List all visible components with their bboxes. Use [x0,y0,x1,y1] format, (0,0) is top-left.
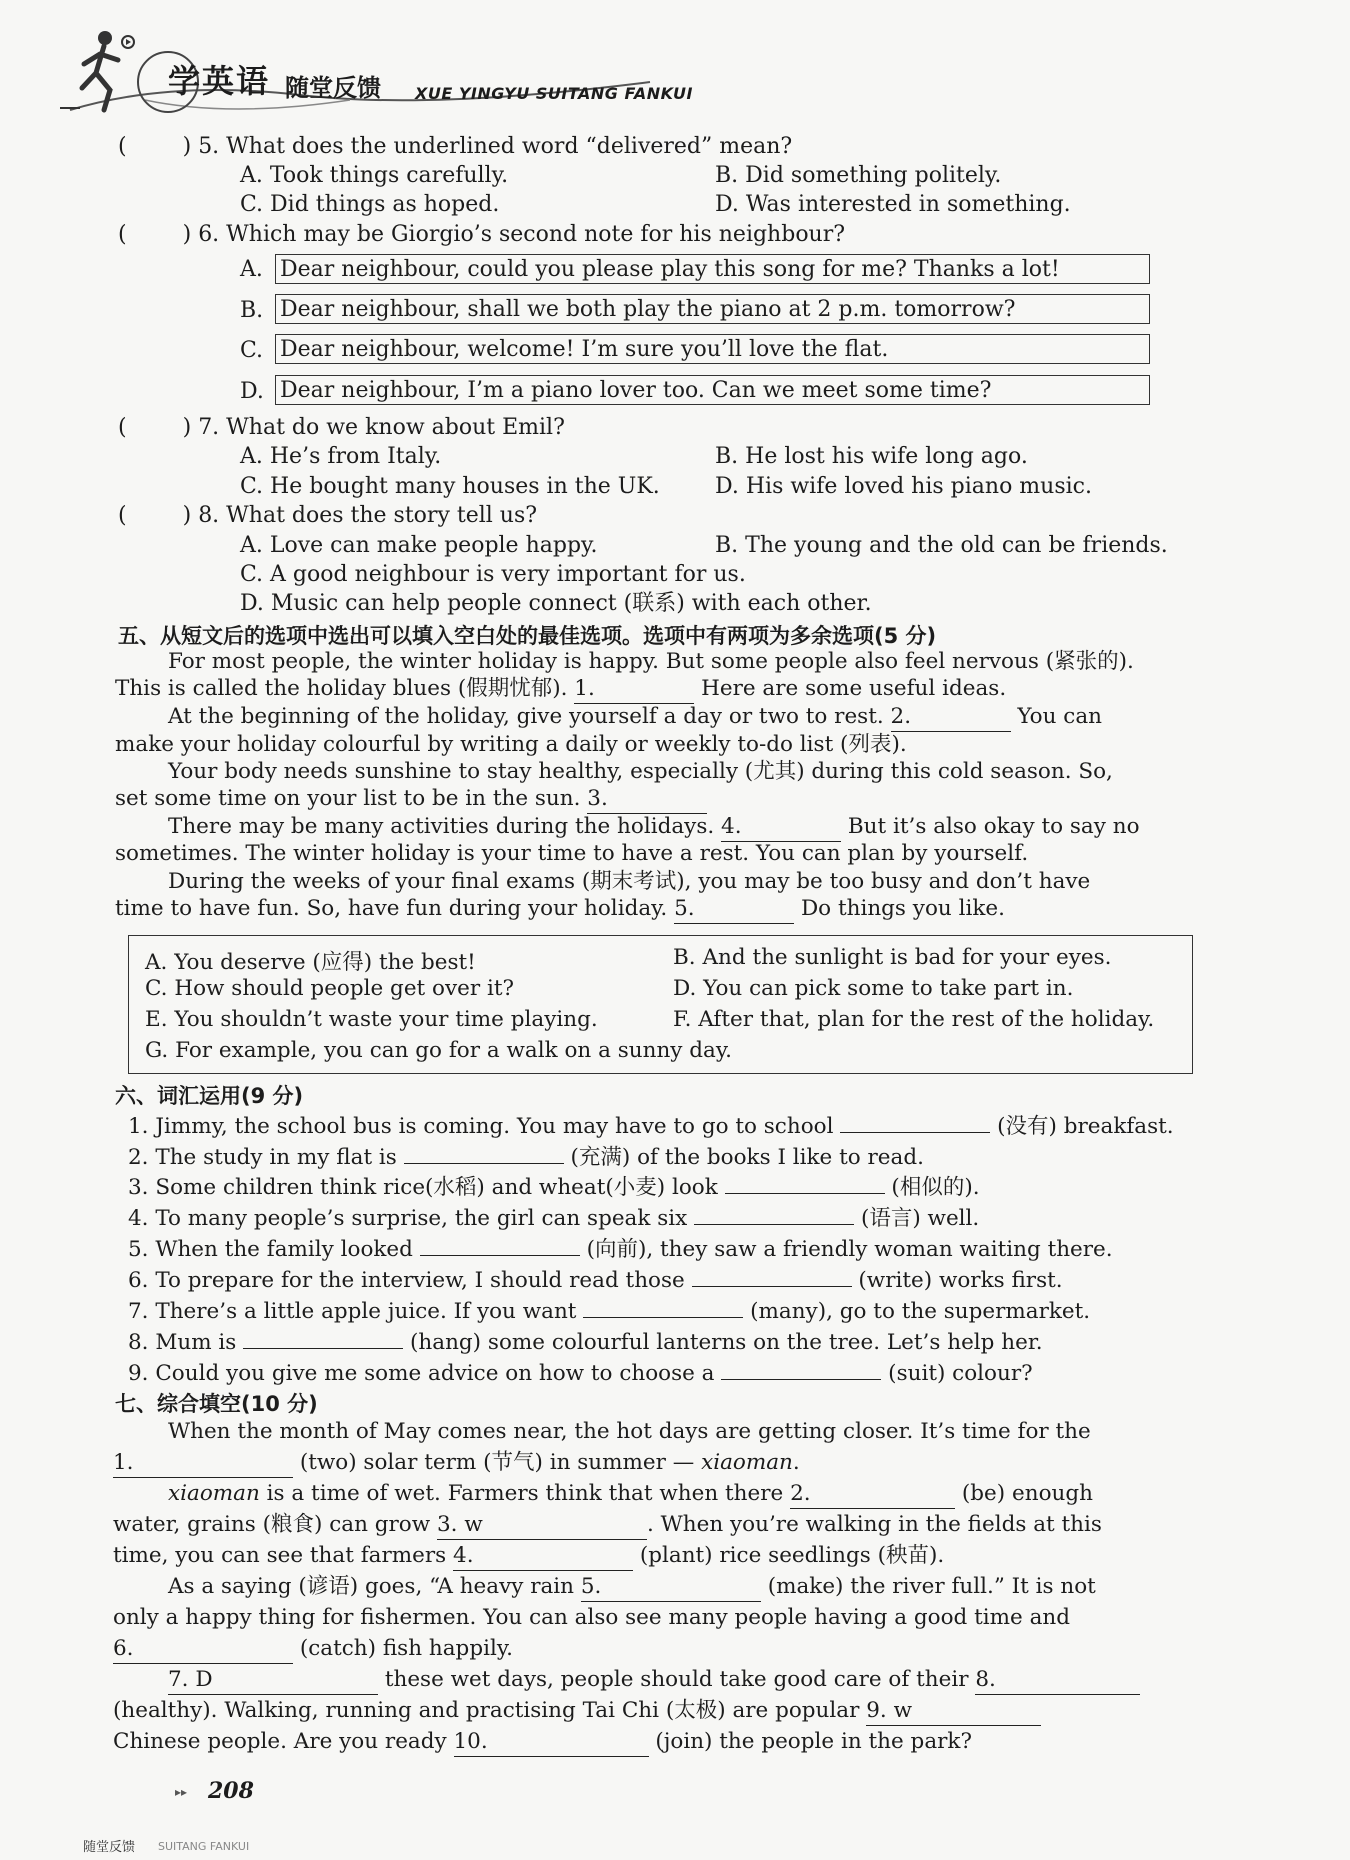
blank-vocab-5[interactable] [420,1233,580,1256]
vocab-6: 6. To prepare for the interview, I should read those (write) works first. [128,1264,1063,1295]
vocab-8: 8. Mum is (hang) some colourful lanterns on the tree. Let’s help her. [128,1326,1043,1357]
question-5-stem: 5. What does the underlined word “delivered” mean? [198,134,793,159]
p5-line-7: There may be many activities during the holidays. 4. But it’s also okay to say no [168,813,1140,842]
blank-vocab-3[interactable] [725,1171,885,1194]
p5-line-6: set some time on your list to be in the sun. 3. [115,785,707,814]
vocab-1: 1. Jimmy, the school bus is coming. You may have to go to school (没有) breakfast. [128,1110,1174,1141]
section-6-title: 六、词汇运用(9 分) [115,1084,304,1108]
page-number: 208 [208,1778,254,1804]
answer-paren[interactable]: ( ) [118,222,192,247]
page-header [50,20,1350,120]
header-title-zh-2: 随堂反馈 [285,74,381,102]
question-5 [118,134,792,160]
blank-7-6[interactable]: 6. [113,1635,293,1664]
p7-line-7: only a happy thing for fishermen. You can also see many people having a good time and [113,1605,1071,1630]
vocab-9: 9. Could you give me some advice on how to choose a (suit) colour? [128,1357,1033,1388]
p7-line-8: 6. (catch) fish happily. [113,1635,513,1664]
p5-line-1: For most people, the winter holiday is happy. But some people also feel nervous (紧张的). [168,649,1134,674]
vocab-7: 7. There’s a little apple juice. If you want (many), go to the supermarket. [128,1295,1090,1326]
p5-line-5: Your body needs sunshine to stay healthy, especially (尤其) during this cold season. So, [168,759,1113,784]
question-7 [118,415,565,441]
blank-vocab-6[interactable] [692,1264,852,1287]
vocab-5: 5. When the family looked (向前), they saw a friendly woman waiting there. [128,1233,1113,1264]
q7-option-a: A. He’s from Italy. [240,444,442,469]
p7-line-10: (healthy). Walking, running and practising Tai Chi (太极) are popular 9. w [113,1697,1041,1726]
blank-vocab-2[interactable] [404,1141,564,1164]
question-6 [118,222,845,248]
p7-line-9: 7. D these wet days, people should take good care of their 8. [113,1666,1140,1695]
choice-d: D. You can pick some to take part in. [673,976,1074,1001]
question-8 [118,503,537,529]
p7-line-1: When the month of May comes near, the hot days are getting closer. It’s time for the [168,1419,1091,1444]
header-swoosh-icon [50,20,750,120]
blank-3[interactable]: 3. [587,785,707,814]
blank-7-5[interactable]: 5. [581,1573,761,1602]
blank-vocab-7[interactable] [583,1295,743,1318]
q7-option-d: D. His wife loved his piano music. [715,474,1092,499]
blank-7-10[interactable]: 10. [454,1728,649,1757]
q7-option-c: C. He bought many houses in the UK. [240,474,660,499]
vocab-2: 2. The study in my flat is (充满) of the books I like to read. [128,1141,924,1172]
p5-line-8: sometimes. The winter holiday is your time to have a rest. You can plan by yourself. [115,841,1029,866]
q8-option-c: C. A good neighbour is very important for us. [240,562,746,587]
blank-4[interactable]: 4. [721,813,841,842]
q6-option-b-box: Dear neighbour, shall we both play the piano at 2 p.m. tomorrow? [275,294,1150,324]
section-5-title: 五、从短文后的选项中选出可以填入空白处的最佳选项。选项中有两项为多余选项(5 分) [118,624,937,648]
answer-paren[interactable]: ( ) [118,134,192,159]
choice-a: A. You deserve (应得) the best! [145,950,476,975]
blank-7-9[interactable]: 9. w [866,1697,1041,1726]
header-title-en: XUE YINGYU SUITANG FANKUI [415,84,693,103]
q6-option-d-label: D. [240,379,264,404]
choice-e: E. You shouldn’t waste your time playing. [145,1007,598,1032]
q7-option-b: B. He lost his wife long ago. [715,444,1028,469]
question-7-stem: 7. What do we know about Emil? [198,415,565,440]
choice-c: C. How should people get over it? [145,976,514,1001]
blank-7-8[interactable]: 8. [975,1666,1140,1695]
q6-option-c-box: Dear neighbour, welcome! I’m sure you’ll love the flat. [275,334,1150,364]
blank-7-3[interactable]: 3. w [437,1511,647,1540]
p5-line-10: time to have fun. So, have fun during your holiday. 5. Do things you like. [115,895,1005,924]
p5-line-9: During the weeks of your final exams (期末考试), you may be too busy and don’t have [168,869,1091,894]
blank-vocab-4[interactable] [694,1202,854,1225]
q5-option-b: B. Did something politely. [715,163,1002,188]
q5-option-a: A. Took things carefully. [240,163,509,188]
footer-tag-zh: 随堂反馈 [83,1840,136,1855]
section-7-title: 七、综合填空(10 分) [115,1392,318,1416]
blank-7-7[interactable]: 7. D [168,1666,378,1695]
question-8-stem: 8. What does the story tell us? [198,503,538,528]
choice-g: G. For example, you can go for a walk on a sunny day. [145,1038,732,1063]
runner-figure-icon [60,28,135,118]
blank-7-4[interactable]: 4. [453,1542,633,1571]
footer-tag-en: SUITANG FANKUI [158,1840,250,1853]
header-title-zh: 学英语 [168,62,271,100]
blank-vocab-9[interactable] [721,1357,881,1380]
choice-f: F. After that, plan for the rest of the holiday. [673,1007,1155,1032]
p7-line-6: As a saying (谚语) goes, “A heavy rain 5. (make) the river full.” It is not [168,1573,1096,1602]
p5-line-2: This is called the holiday blues (假期忧郁). 1. Here are some useful ideas. [115,675,1006,704]
q8-option-b: B. The young and the old can be friends. [715,533,1168,558]
q5-option-d: D. Was interested in something. [715,192,1071,217]
answer-paren[interactable]: ( ) [118,503,192,528]
q6-option-c-label: C. [240,338,264,363]
p7-line-2: 1. (two) solar term (节气) in summer — xiaoman. [113,1449,800,1478]
p7-line-4: water, grains (粮食) can grow 3. w . When you’re walking in the fields at this [113,1511,1102,1540]
question-6-stem: 6. Which may be Giorgio’s second note for his neighbour? [198,222,846,247]
footer-arrow-icon: ▸▸ [175,1785,188,1799]
q6-option-d-box: Dear neighbour, I’m a piano lover too. Can we meet some time? [275,375,1150,405]
q8-option-a: A. Love can make people happy. [240,533,598,558]
p7-line-3: xiaoman is a time of wet. Farmers think that when there 2. (be) enough [168,1480,1093,1509]
blank-7-1[interactable]: 1. [113,1449,293,1478]
blank-vocab-8[interactable] [243,1326,403,1349]
q6-option-a-box: Dear neighbour, could you please play this song for me? Thanks a lot! [275,254,1150,284]
answer-paren[interactable]: ( ) [118,415,192,440]
q6-option-a-label: A. [240,257,263,282]
vocab-3: 3. Some children think rice(水稻) and wheat(小麦) look (相似的). [128,1171,980,1202]
p5-line-3: At the beginning of the holiday, give yourself a day or two to rest. 2. You can [168,703,1102,732]
blank-vocab-1[interactable] [840,1110,990,1133]
p7-line-5: time, you can see that farmers 4. (plant) rice seedlings (秧苗). [113,1542,944,1571]
q6-option-b-label: B. [240,298,264,323]
choice-b: B. And the sunlight is bad for your eyes. [673,945,1112,970]
blank-2[interactable]: 2. [891,703,1011,732]
blank-5[interactable]: 5. [674,895,794,924]
blank-7-2[interactable]: 2. [790,1480,955,1509]
blank-1[interactable]: 1. [574,675,694,704]
p7-line-11: Chinese people. Are you ready 10. (join) the people in the park? [113,1728,972,1757]
vocab-4: 4. To many people’s surprise, the girl can speak six (语言) well. [128,1202,979,1233]
q8-option-d: D. Music can help people connect (联系) with each other. [240,591,872,616]
p5-line-4: make your holiday colourful by writing a daily or weekly to-do list (列表). [115,732,907,757]
q5-option-c: C. Did things as hoped. [240,192,500,217]
